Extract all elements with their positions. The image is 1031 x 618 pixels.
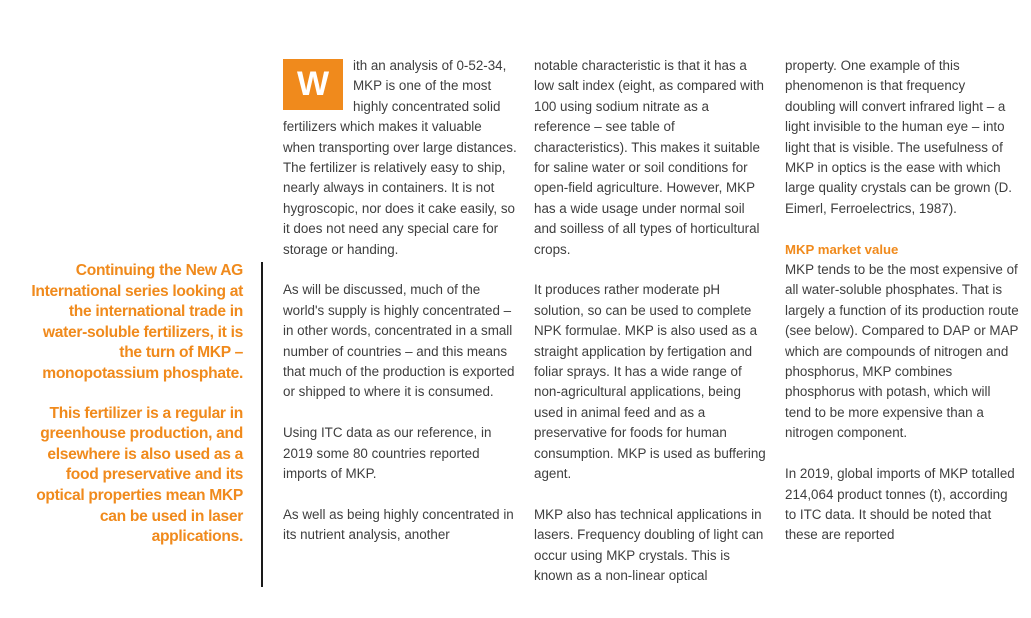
first-paragraph-text: ith an analysis of 0-52-34, MKP is one of the most highly concentrated solid fertilizers which makes it valuable when transporting over large distances. The fertilizer is relatively easy to ship, nearly always in containers. It is not hygroscopic, nor does it cake easily, so it does not need any special care for storage or handing. [283, 58, 517, 257]
paragraph: In 2019, global imports of MKP totalled 214,064 product tonnes (t), according to ITC data. It should be noted that these are reported [785, 466, 1015, 543]
pull-quote-summary: This fertilizer is a regular in greenhouse production, and elsewhere is also used as a food preservative and its optical properties mean MKP can be used in laser applications. [36, 404, 243, 546]
section-heading: MKP market value [785, 241, 899, 257]
pull-quote-intro: Continuing the New AG International series looking at the international trade in water-soluble fertilizers, it is the turn of MKP – monopotassium phosphate. [31, 262, 243, 382]
paragraph: As will be discussed, much of the world's supply is highly concentrated – in other words, concentrated in a small number of countries – and this means that much of the production is exported or shipped to where it is consumed. [283, 282, 515, 400]
paragraph: property. One example of this phenomenon is that frequency doubling will convert infrared light – a light invisible to the human eye – into light that is visible. The usefulness of MKP in optics is the ease with which large quality crystals can be grown (D. Eimerl, Ferroelectrics, 1987). [785, 58, 1012, 216]
paragraph: MKP tends to be the most expensive of all water-soluble phosphates. That is largely a function of its production route (see below). Compared to DAP or MAP which are compounds of nitrogen and phosphorus, MKP combines phosphorus with potash, which will tend to be more expensive than a nitrogen component. [785, 262, 1019, 441]
paragraph: MKP also has technical applications in lasers. Frequency doubling of light can occur using MKP crystals. This is known as a non-linear optical [534, 506, 764, 584]
pull-quote-divider [261, 262, 263, 587]
market-value-section [785, 240, 1019, 444]
paragraph: It produces rather moderate pH solution, so can be used to complete NPK formulae. MKP is also used as a straight application by fertigation and foliar sprays. It has a wide range of non-agricultural applications, being used in animal feed and as a preservative for foods for human consumption. MKP is used as buffering agent. [534, 282, 766, 482]
paragraph: Using ITC data as our reference, in 2019 some 80 countries reported imports of MKP. [283, 425, 492, 482]
first-paragraph [283, 56, 517, 260]
paragraph: As well as being highly concentrated in its nutrient analysis, another [283, 506, 514, 543]
pull-quote [22, 261, 243, 567]
drop-cap: W [283, 59, 343, 110]
article-column-1 [283, 56, 517, 566]
paragraph: notable characteristic is that it has a low salt index (eight, as compared with 100 using sodium nitrate as a reference – see table of characteristics). This makes it suitable for saline water or soil conditions for open-field agriculture. However, MKP has a wide usage under normal soil and soilless of all types of horticultural crops. [534, 58, 764, 257]
article-column-2 [534, 56, 768, 607]
article-column-3 [785, 56, 1019, 566]
